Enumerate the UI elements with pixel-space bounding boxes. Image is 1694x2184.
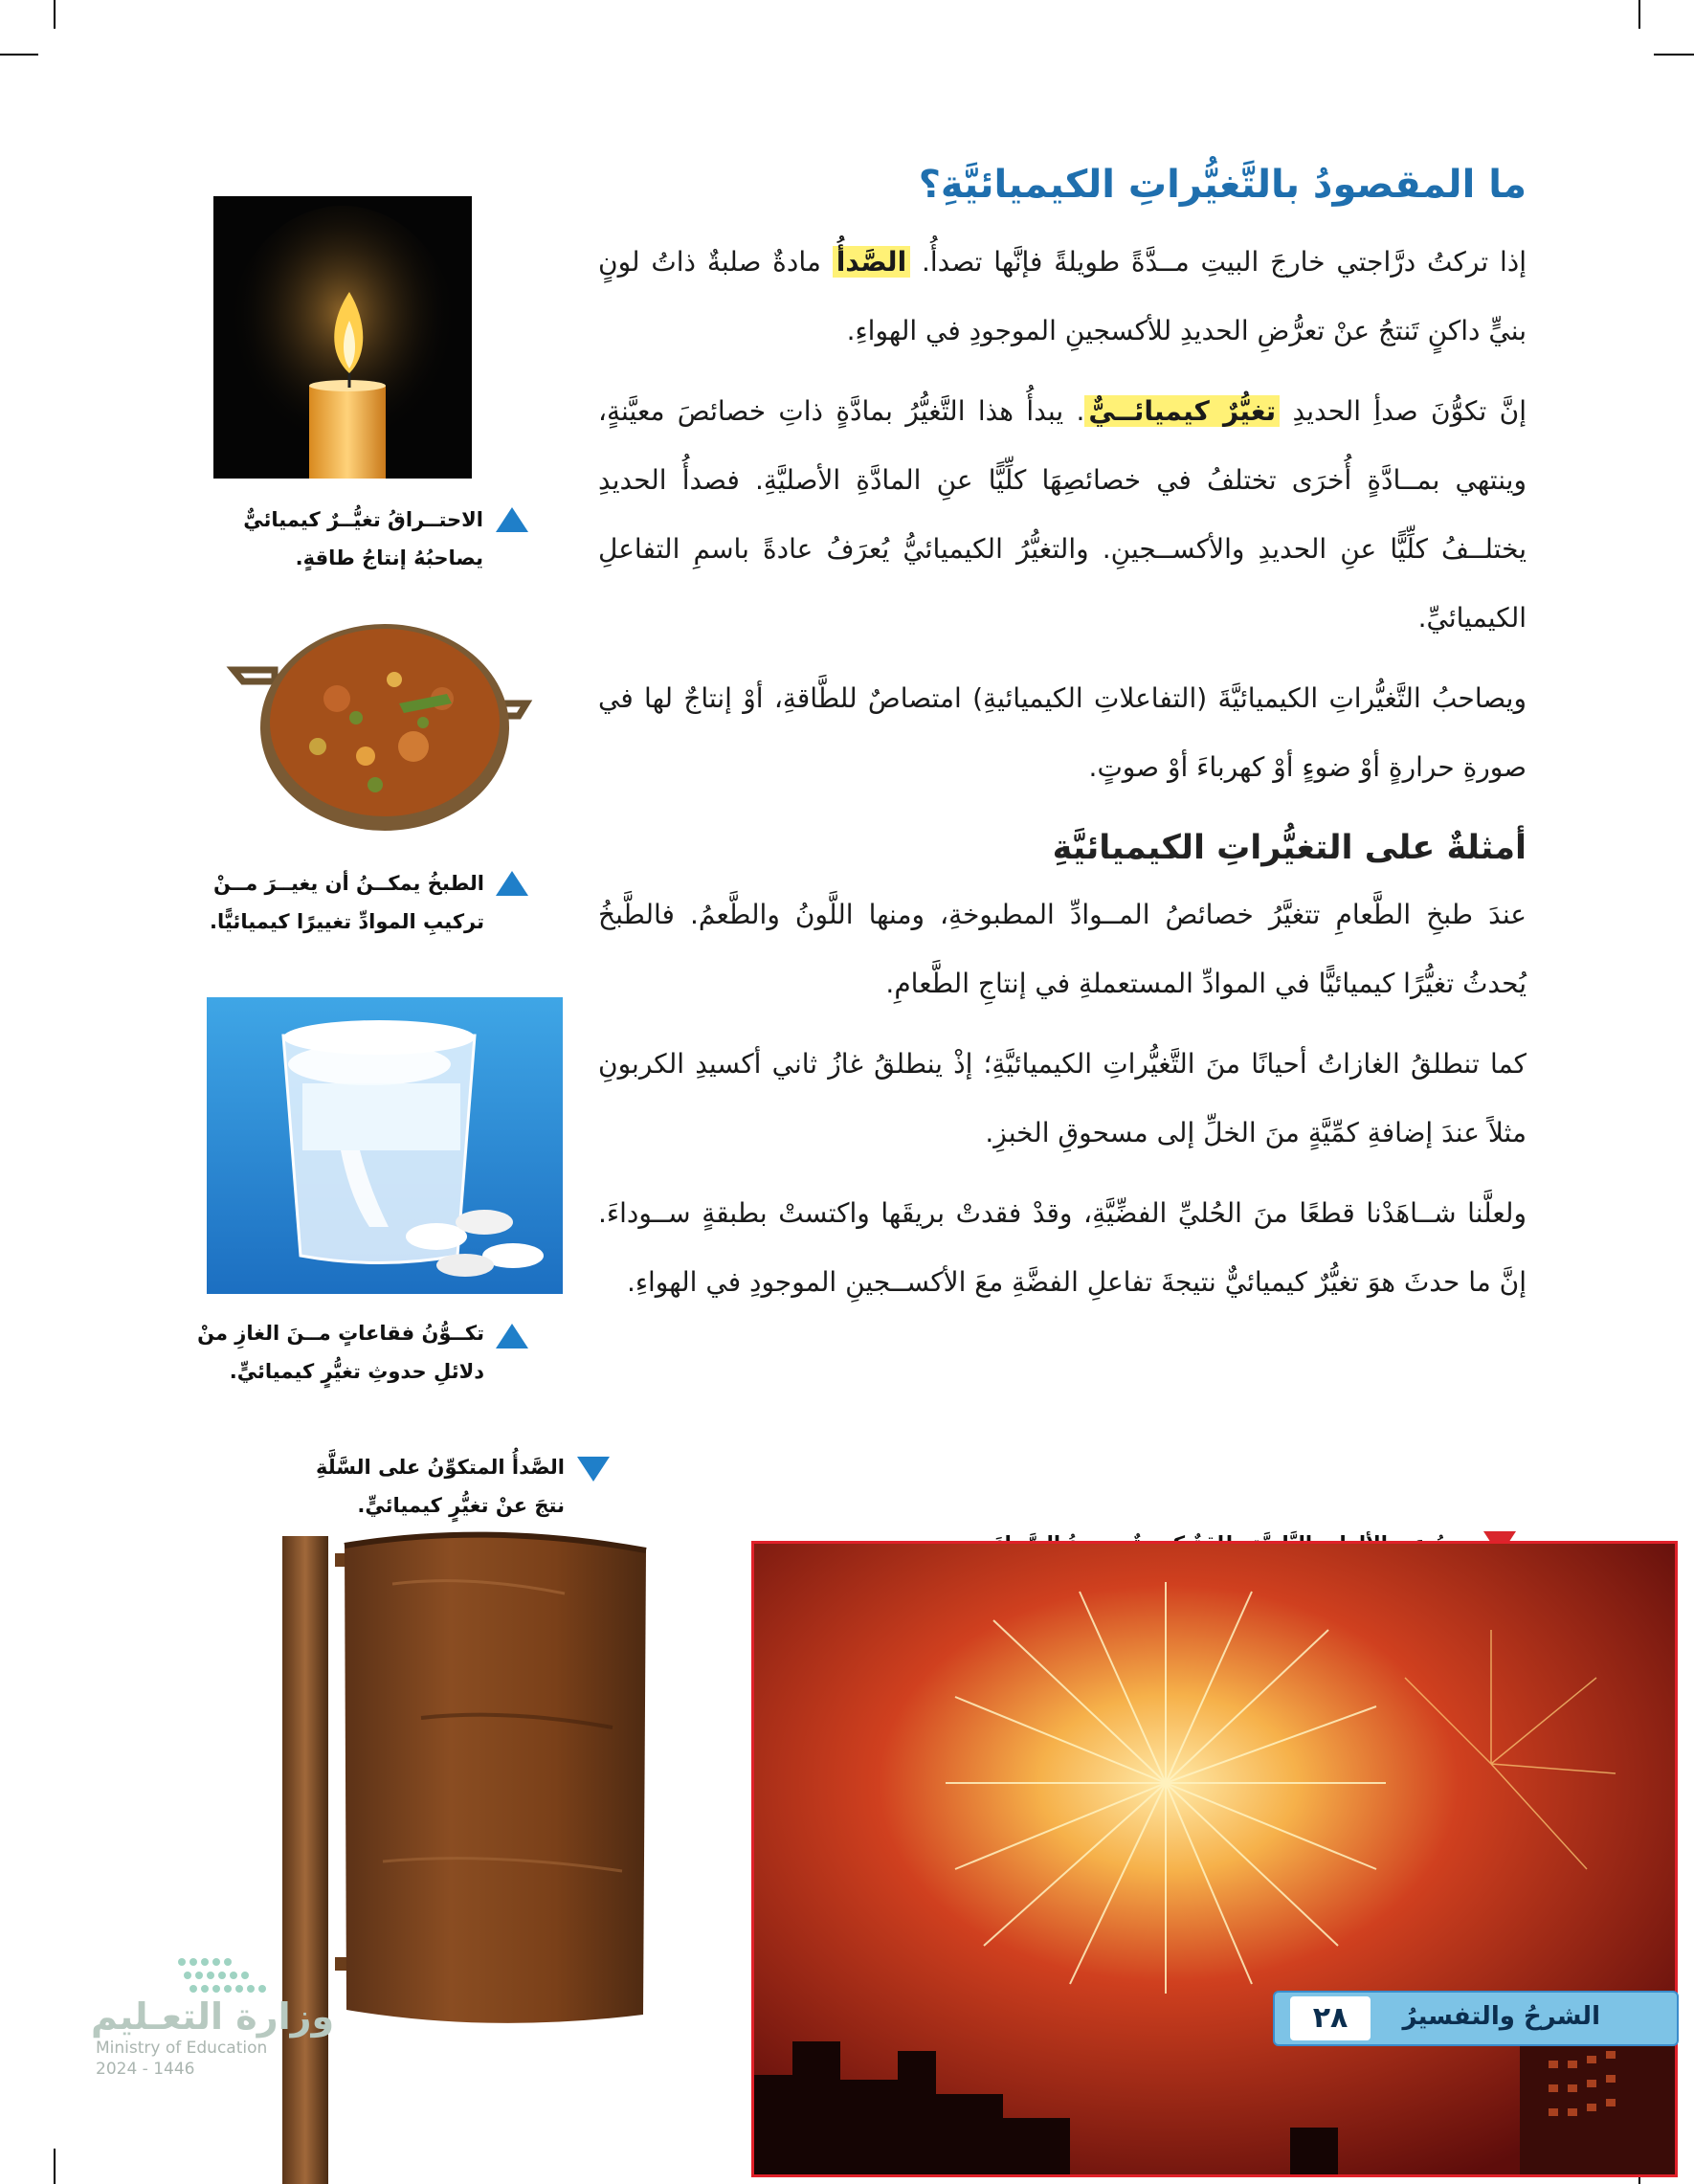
crop-mark [1638,0,1640,29]
page-number: ٢٨ [1290,1996,1371,2040]
caption-line: الصَّدأُ المتكوِّنُ على السَّلَّةِ [316,1456,565,1479]
paragraph-energy: ويصاحبُ التَّغيُّراتِ الكيميائيَّةَ (التفاعلاتِ الكيميائيةِ) امتصاصٌ للطَّاقةِ، أوْ إنتاجٌ لها في صورةِ حرارةٍ أوْ ضوءٍ أوْ كهرباءَ أوْ صوتٍ. [598,682,1527,783]
rusty-bin-photo [278,1527,660,2184]
caption-line: دلائلِ حدوثِ تغيُّرٍ كيميائيٍّ. [229,1360,484,1383]
fireworks-photo [751,1541,1678,2177]
page-footer-bar [1273,1991,1679,2046]
paragraph-text: . يبدأُ هذا التَّغيُّرُ بمادَّةٍ ذاتِ خصائصَ معيَّنةٍ، وينتهي بمــادَّةٍ أُخرَى تختلفُ في خصائصِهَا كلِّيًّا عنِ المادَّةِ الأصليَّةِ. فصدأُ الحديدِ يختلــفُ كلِّيًّا عنِ الحديدِ والأكســجينِ. والتغيُّرُ الكيميائيُّ يُعرَفُ عادةً باسمِ التفاعلِ الكيميائيِّ. [598,395,1527,634]
caption-bubbles [197,1314,484,1391]
paragraph-silver: ولعلَّنا شــاهَدْنا قطعًا منَ الحُليِّ الفضِّيَّةِ، وقدْ فقدتْ بريقَها واكتستْ بطبقةٍ ســوداءَ. إنَّ ما حدثَ هوَ تغيُّرٌ كيميائيٌّ نتيجةَ تفاعلِ الفضَّةِ معَ الأكســجينِ الموجودِ في الهواءِ. [598,1197,1527,1298]
paragraph-text: مادةٌ صلبةٌ ذاتُ لونٍ بنيٍّ داكنٍ تَنتجُ عنْ تعرُّضِ الحديدِ للأكسجينِ الموجودِ في الهواءِ. [598,246,1527,346]
crop-mark [1654,54,1694,56]
paragraph-cooking: عندَ طبخِ الطَّعامِ تتغيَّرُ خصائصُ المــوادِّ المطبوخةِ، ومنها اللَّونُ والطَّعمُ. فالطَّبخُ يُحدثُ تغيُّرًا كيميائيًّا في الموادِّ المستعملةِ في إنتاجِ الطَّعامِ. [598,899,1527,999]
caption-line: الطبخُ يمكــنُ أن يغيــرَ مــنْ [212,872,484,895]
caption-line: تركيبِ الموادِّ تغييرًا كيميائيًّا. [210,910,484,933]
paragraph-rust [598,228,1527,366]
paragraph-text: إنَّ تكوُّنَ صدأِ الحديدِ [1280,395,1527,427]
cooking-pot-photo [222,613,538,852]
crop-mark [54,2149,56,2184]
candle-photo [213,196,472,479]
section-subtitle: أمثلةٌ على التغيُّراتِ الكيميائيَّةِ [1052,829,1527,867]
paragraph-text: إذا تركتُ درَّاجتي خارجَ البيتِ مــدَّةً طويلةً فإنَّها تصدأُ. [910,246,1527,278]
caption-cooking [191,864,484,941]
article [598,163,1527,1328]
caption-line: تكــوُّنُ فقاعاتٍ مــنَ الغازِ منْ [197,1322,484,1345]
triangle-icon [496,507,528,532]
triangle-icon [496,871,528,896]
ministry-name-en: Ministry of Education [96,2039,268,2058]
caption-line: الاحتــراقُ تغيُّــرٌ كيميائيٌّ [243,508,483,531]
crop-mark [0,54,38,56]
caption-line: نتجَ عنْ تغيُّرٍ كيميائيٍّ. [357,1494,565,1517]
caption-line: يصاحبُهُ إنتاجُ طاقةٍ. [295,546,483,569]
fizzing-tablet-photo [207,997,563,1294]
paragraph-chemical-change [598,377,1527,653]
highlight-chemical-change: تغيُّرٌ كيميائــيٌّ [1084,395,1280,427]
triangle-icon [496,1324,528,1348]
caption-candle [206,501,483,577]
highlight-rust: الصَّدأُ [833,246,910,278]
ministry-year: 2024 - 1446 [96,2060,195,2079]
ministry-name-ar: وزارة التعـليم [91,1995,335,2038]
page-title: ما المقصودُ بالتَّغيُّراتِ الكيميائيَّةِ؟ [918,163,1527,207]
triangle-icon [577,1457,610,1482]
paragraph-gas: كما تنطلقُ الغازاتُ أحيانًا منَ التَّغيُّراتِ الكيميائيَّةِ؛ إذْ ينطلقُ غازُ ثاني أكسيدِ الكربونِ مثلاً عندَ إضافةِ كمِّيَّةٍ منَ الخلِّ إلى مسحوقِ الخبزِ. [598,1048,1527,1148]
caption-rust [278,1448,565,1525]
section-label: الشرحُ والتفسيرُ [1402,2002,1600,2031]
crop-mark [54,0,56,29]
